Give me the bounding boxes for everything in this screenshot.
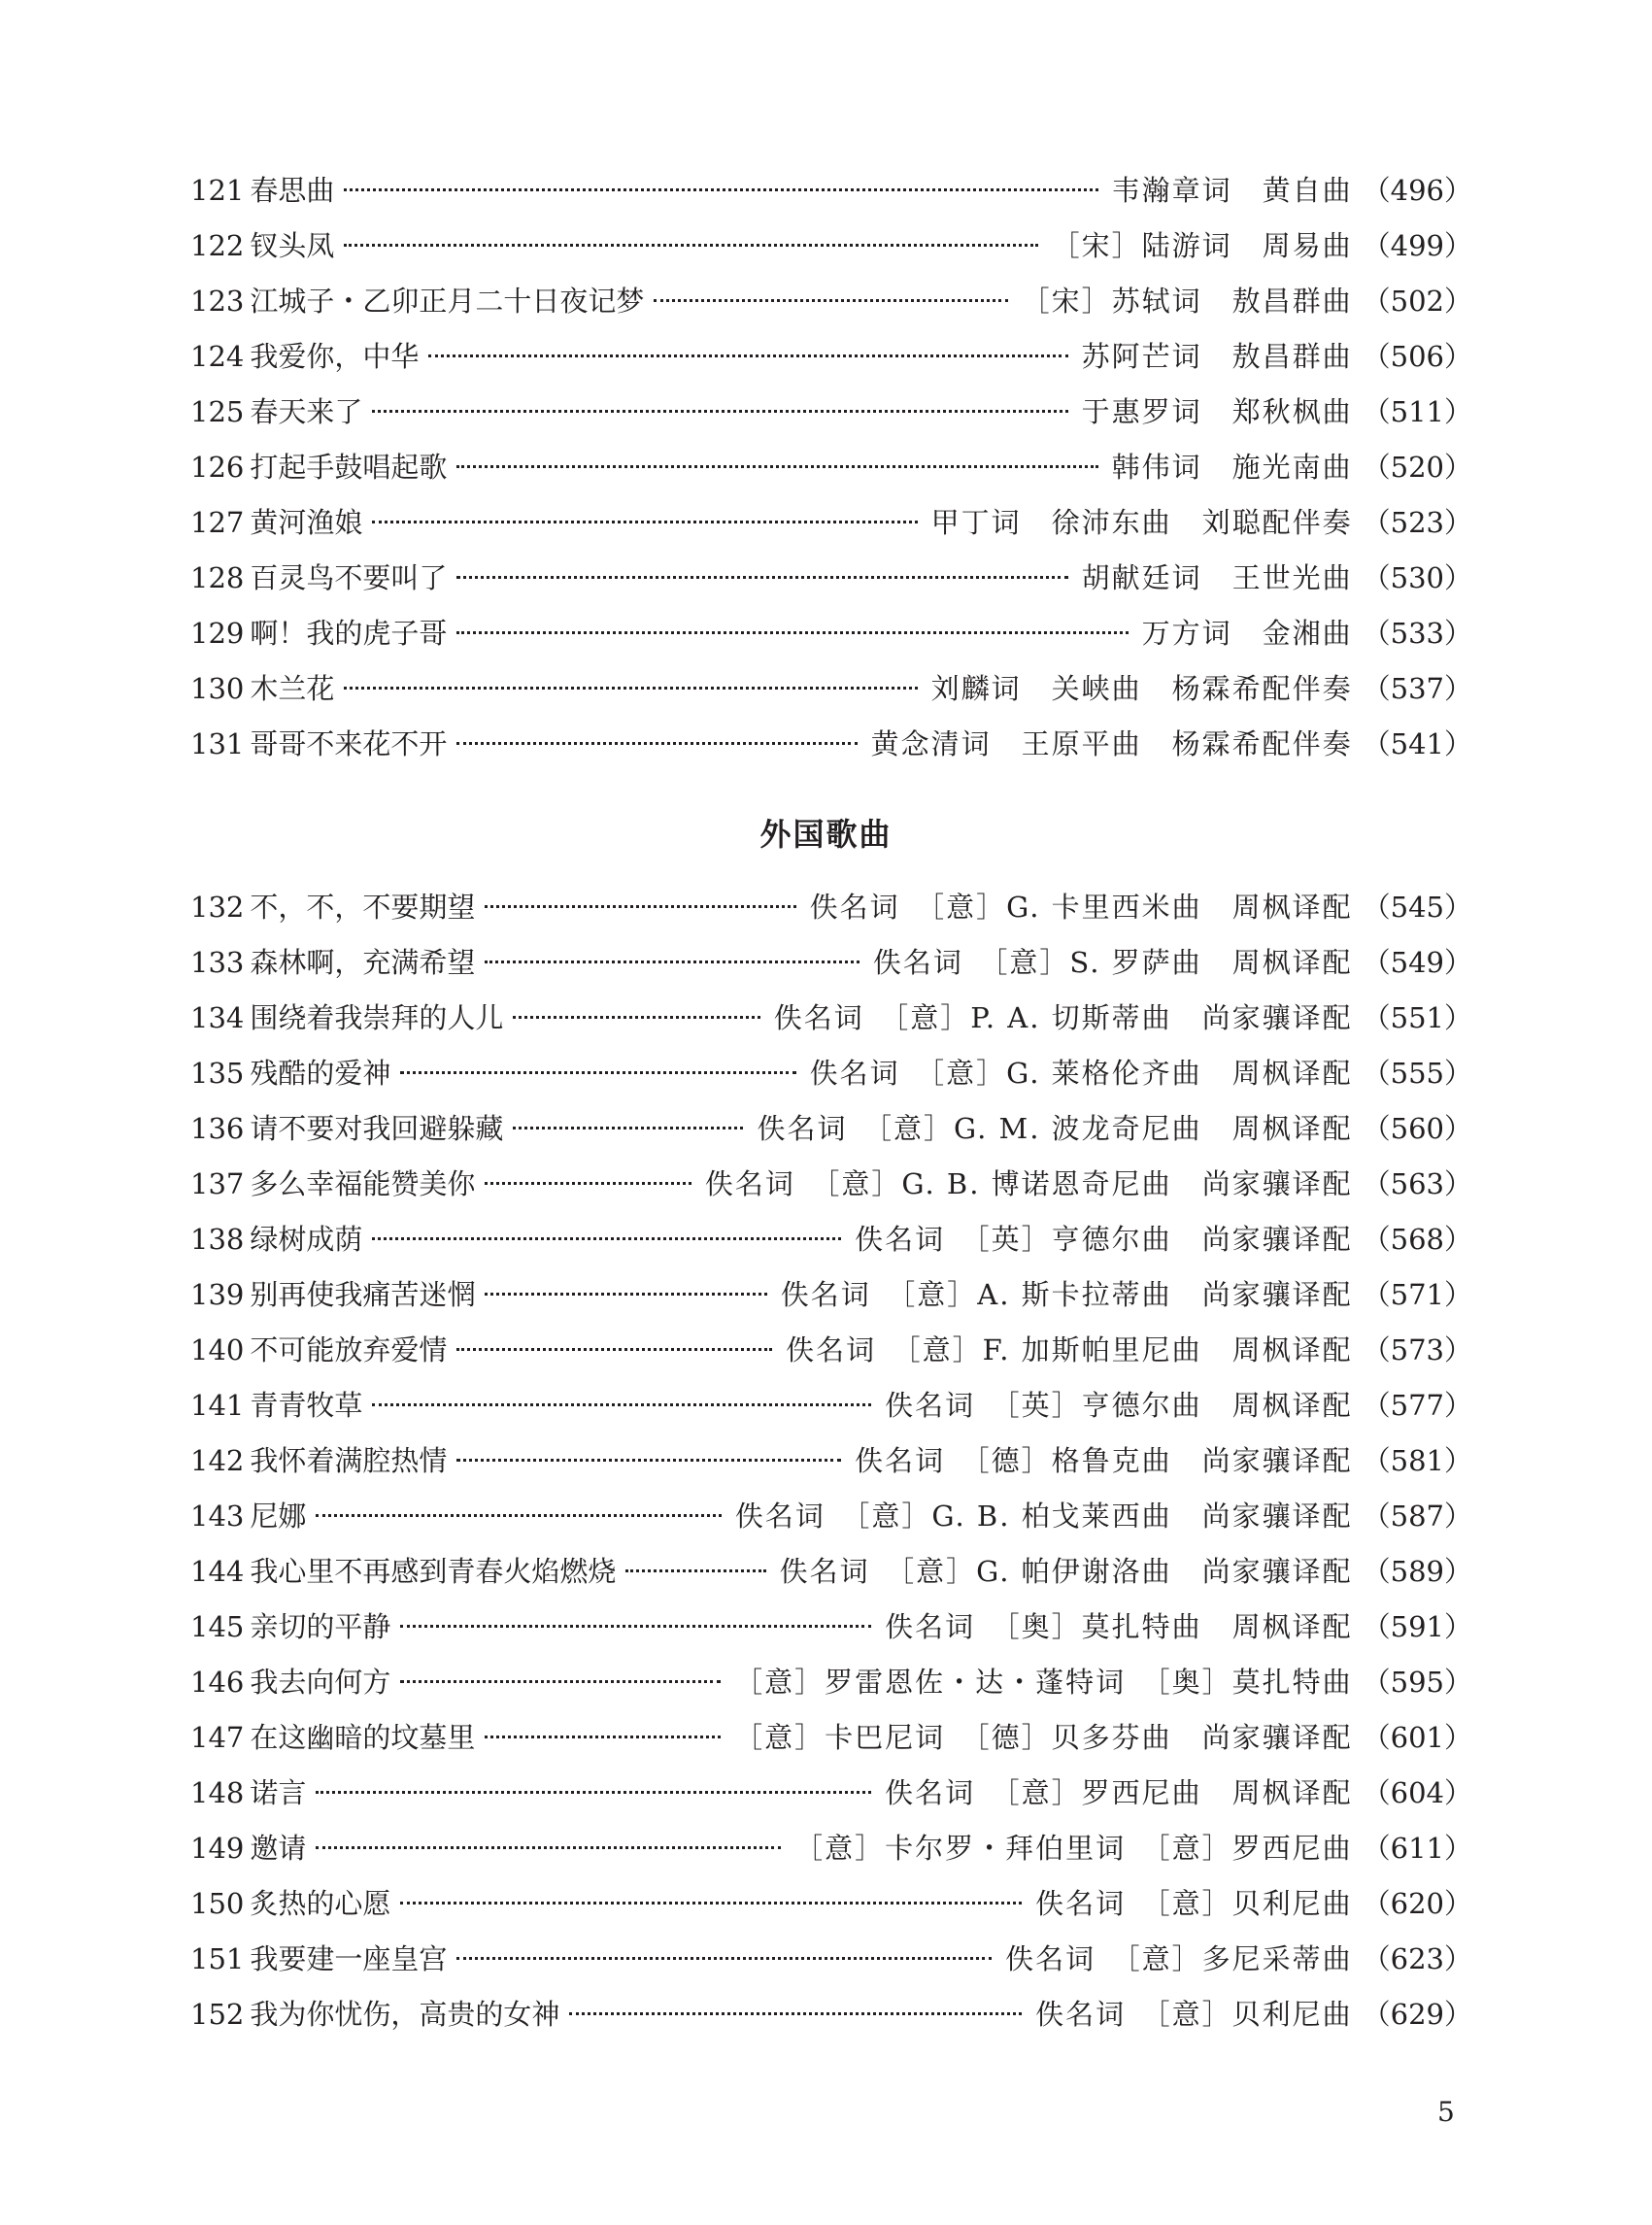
entry-title: 诺言 — [250, 1776, 307, 1809]
entry-page: （499） — [1362, 229, 1472, 262]
entry-page: （573） — [1362, 1333, 1472, 1366]
entry-credits: ［宋］陆游词 周易曲 — [1051, 229, 1353, 262]
entry-page: （587） — [1362, 1500, 1472, 1533]
dot-leader — [456, 631, 1128, 634]
entry-page: （611） — [1362, 1832, 1472, 1865]
toc-entry — [190, 1544, 1472, 1600]
toc-entry — [190, 880, 1472, 935]
toc-entry — [190, 1489, 1472, 1544]
entry-credits: ［意］卡巴尼词 ［德］贝多芬曲 尚家骧译配 — [734, 1721, 1353, 1754]
entry-credits: 佚名词 ［意］G. 卡里西米曲 周枫译配 — [809, 891, 1353, 924]
dot-leader — [456, 1957, 992, 1960]
entry-page: （571） — [1362, 1278, 1472, 1311]
entry-credits: 韦瀚章词 黄自曲 — [1111, 174, 1353, 207]
entry-credits: 韩伟词 施光南曲 — [1111, 451, 1353, 484]
entry-page: （496） — [1362, 174, 1472, 207]
entry-credits: 佚名词 ［意］G. M. 波龙奇尼曲 周枫译配 — [757, 1112, 1353, 1145]
entry-number: 124 — [190, 340, 245, 373]
entry-number: 128 — [190, 561, 245, 594]
toc-entry — [190, 1433, 1472, 1489]
entry-number: 135 — [190, 1057, 245, 1090]
toc-entry — [190, 1157, 1472, 1212]
toc-entry — [190, 274, 1472, 329]
entry-number: 139 — [190, 1278, 245, 1311]
entry-credits: 佚名词 ［意］贝利尼曲 — [1035, 1887, 1353, 1920]
entry-credits: 于惠罗词 郑秋枫曲 — [1081, 395, 1353, 428]
entry-page: （620） — [1362, 1887, 1472, 1920]
toc-entry — [190, 385, 1472, 440]
entry-number: 144 — [190, 1555, 245, 1588]
toc-entry — [190, 1101, 1472, 1157]
entry-page: （502） — [1362, 285, 1472, 318]
entry-credits: 佚名词 ［英］亨德尔曲 尚家骧译配 — [855, 1223, 1353, 1256]
entry-page: （530） — [1362, 561, 1472, 594]
toc-entry — [190, 991, 1472, 1046]
entry-credits: ［意］罗雷恩佐・达・蓬特词 ［奥］莫扎特曲 — [734, 1666, 1353, 1699]
entry-number: 151 — [190, 1942, 245, 1975]
entry-title: 打起手鼓唱起歌 — [250, 451, 448, 484]
entry-number: 126 — [190, 451, 245, 484]
entry-title: 我为你忧伤，高贵的女神 — [250, 1998, 560, 2031]
toc-entry — [190, 1876, 1472, 1932]
entry-credits: ［宋］苏轼词 敖昌群曲 — [1021, 285, 1353, 318]
toc-entry — [190, 1932, 1472, 1987]
toc-list-chinese-songs — [190, 163, 1472, 772]
toc-entry — [190, 717, 1472, 772]
entry-number: 140 — [190, 1333, 245, 1366]
dot-leader — [456, 465, 1097, 468]
entry-credits: 佚名词 ［意］G. 帕伊谢洛曲 尚家骧译配 — [779, 1555, 1353, 1588]
entry-page: （555） — [1362, 1057, 1472, 1090]
toc-entry — [190, 1600, 1472, 1655]
entry-number: 143 — [190, 1500, 245, 1533]
dot-leader — [456, 1348, 772, 1351]
entry-title: 绿树成荫 — [250, 1223, 363, 1256]
entry-page: （533） — [1362, 617, 1472, 650]
toc-entry — [190, 1655, 1472, 1710]
entry-credits: 佚名词 ［奥］莫扎特曲 周枫译配 — [885, 1610, 1353, 1643]
dot-leader — [400, 1902, 1022, 1905]
dot-leader — [456, 1459, 841, 1462]
entry-page: （549） — [1362, 946, 1472, 979]
dot-leader — [344, 188, 1097, 191]
entry-title: 百灵鸟不要叫了 — [250, 561, 448, 594]
dot-leader — [654, 299, 1007, 302]
entry-number: 131 — [190, 727, 245, 760]
entry-title: 别再使我痛苦迷惘 — [250, 1278, 476, 1311]
entry-credits: 佚名词 ［英］亨德尔曲 周枫译配 — [885, 1389, 1353, 1422]
entry-page: （560） — [1362, 1112, 1472, 1145]
entry-page: （541） — [1362, 727, 1472, 760]
dot-leader — [400, 1071, 795, 1074]
entry-title: 春天来了 — [250, 395, 363, 428]
entry-credits: ［意］卡尔罗・拜伯里词 ［意］罗西尼曲 — [794, 1832, 1353, 1865]
entry-page: （577） — [1362, 1389, 1472, 1422]
dot-leader — [485, 961, 859, 963]
entry-title: 残酷的爱神 — [250, 1057, 391, 1090]
entry-page: （595） — [1362, 1666, 1472, 1699]
entry-page: （589） — [1362, 1555, 1472, 1588]
toc-entry — [190, 1710, 1472, 1766]
toc-entry — [190, 1378, 1472, 1433]
dot-leader — [400, 1680, 721, 1683]
entry-credits: 佚名词 ［意］G. 莱格伦齐曲 周枫译配 — [809, 1057, 1353, 1090]
toc-entry — [190, 219, 1472, 274]
entry-credits: 刘麟词 关峡曲 杨霖希配伴奏 — [930, 672, 1353, 705]
toc-entry — [190, 1267, 1472, 1323]
entry-page: （545） — [1362, 891, 1472, 924]
dot-leader — [513, 1016, 759, 1019]
entry-credits: 佚名词 ［意］贝利尼曲 — [1035, 1998, 1353, 2031]
entry-title: 不可能放弃爱情 — [250, 1333, 448, 1366]
entry-number: 148 — [190, 1776, 245, 1809]
entry-title: 青青牧草 — [250, 1389, 363, 1422]
entry-number: 141 — [190, 1389, 245, 1422]
entry-number: 125 — [190, 395, 245, 428]
entry-page: （523） — [1362, 506, 1472, 539]
entry-title: 多么幸福能赞美你 — [250, 1167, 476, 1200]
entry-title: 我爱你，中华 — [250, 340, 420, 373]
entry-title: 哥哥不来花不开 — [250, 727, 448, 760]
dot-leader — [456, 576, 1067, 579]
entry-number: 129 — [190, 617, 245, 650]
entry-credits: 佚名词 ［德］格鲁克曲 尚家骧译配 — [855, 1444, 1353, 1477]
dot-leader — [485, 1182, 691, 1185]
entry-page: （581） — [1362, 1444, 1472, 1477]
entry-number: 150 — [190, 1887, 245, 1920]
dot-leader — [372, 1403, 871, 1406]
entry-credits: 佚名词 ［意］A. 斯卡拉蒂曲 尚家骧译配 — [780, 1278, 1353, 1311]
toc-entry — [190, 440, 1472, 495]
dot-leader — [485, 905, 795, 908]
toc-entry — [190, 1212, 1472, 1267]
toc-list-foreign-songs — [190, 880, 1472, 2042]
toc-entry — [190, 495, 1472, 551]
toc-entry — [190, 163, 1472, 219]
dot-leader — [372, 521, 917, 523]
entry-title: 在这幽暗的坟墓里 — [250, 1721, 476, 1754]
entry-page: （568） — [1362, 1223, 1472, 1256]
dot-leader — [372, 1237, 841, 1240]
entry-title: 木兰花 — [250, 672, 335, 705]
entry-number: 133 — [190, 946, 245, 979]
entry-title: 尼娜 — [250, 1500, 307, 1533]
entry-page: （604） — [1362, 1776, 1472, 1809]
entry-credits: 苏阿芒词 敖昌群曲 — [1081, 340, 1353, 373]
entry-credits: 甲丁词 徐沛东曲 刘聪配伴奏 — [930, 506, 1353, 539]
entry-page: （537） — [1362, 672, 1472, 705]
dot-leader — [485, 1736, 721, 1738]
entry-title: 炙热的心愿 — [250, 1887, 391, 1920]
toc-entry — [190, 1323, 1472, 1378]
dot-leader — [316, 1514, 721, 1517]
toc-entry — [190, 551, 1472, 606]
entry-title: 围绕着我崇拜的人儿 — [250, 1001, 504, 1034]
entry-number: 134 — [190, 1001, 245, 1034]
entry-number: 122 — [190, 229, 245, 262]
entry-title: 我要建一座皇宫 — [250, 1942, 448, 1975]
entry-number: 149 — [190, 1832, 245, 1865]
entry-number: 136 — [190, 1112, 245, 1145]
entry-title: 黄河渔娘 — [250, 506, 363, 539]
dot-leader — [316, 1791, 871, 1794]
entry-credits: 佚名词 ［意］多尼采蒂曲 — [1005, 1942, 1353, 1975]
dot-leader — [456, 742, 857, 745]
entry-number: 146 — [190, 1666, 245, 1699]
dot-leader — [428, 354, 1067, 357]
entry-number: 147 — [190, 1721, 245, 1754]
entry-credits: 佚名词 ［意］罗西尼曲 周枫译配 — [885, 1776, 1353, 1809]
entry-number: 138 — [190, 1223, 245, 1256]
entry-number: 127 — [190, 506, 245, 539]
entry-page: （506） — [1362, 340, 1472, 373]
entry-page: （629） — [1362, 1998, 1472, 2031]
entry-number: 137 — [190, 1167, 245, 1200]
dot-leader — [372, 410, 1067, 413]
entry-title: 森林啊，充满希望 — [250, 946, 476, 979]
entry-number: 123 — [190, 285, 245, 318]
dot-leader — [569, 2012, 1022, 2015]
dot-leader — [400, 1625, 871, 1628]
entry-title: 请不要对我回避躲藏 — [250, 1112, 504, 1145]
entry-credits: 佚名词 ［意］G. B. 柏戈莱西曲 尚家骧译配 — [734, 1500, 1353, 1533]
toc-entry — [190, 1046, 1472, 1101]
entry-number: 152 — [190, 1998, 245, 2031]
entry-number: 132 — [190, 891, 245, 924]
entry-credits: 黄念清词 王原平曲 杨霖希配伴奏 — [870, 727, 1353, 760]
dot-leader — [625, 1569, 765, 1572]
entry-title: 我怀着满腔热情 — [250, 1444, 448, 1477]
entry-number: 145 — [190, 1610, 245, 1643]
entry-page: （623） — [1362, 1942, 1472, 1975]
entry-credits: 佚名词 ［意］G. B. 博诺恩奇尼曲 尚家骧译配 — [704, 1167, 1353, 1200]
entry-title: 亲切的平静 — [250, 1610, 391, 1643]
entry-credits: 佚名词 ［意］P. A. 切斯蒂曲 尚家骧译配 — [773, 1001, 1353, 1034]
entry-page: （591） — [1362, 1610, 1472, 1643]
toc-entry — [190, 1766, 1472, 1821]
entry-title: 邀请 — [250, 1832, 307, 1865]
entry-page: （601） — [1362, 1721, 1472, 1754]
toc-entry — [190, 1821, 1472, 1876]
entry-credits: 佚名词 ［意］S. 罗萨曲 周枫译配 — [872, 946, 1353, 979]
entry-page: （511） — [1362, 395, 1472, 428]
section-heading-foreign-songs: 外国歌曲 — [759, 816, 893, 853]
entry-title: 江城子・乙卯正月二十日夜记梦 — [250, 285, 645, 318]
dot-leader — [485, 1293, 766, 1296]
entry-number: 121 — [190, 174, 245, 207]
dot-leader — [316, 1846, 781, 1849]
entry-page: （551） — [1362, 1001, 1472, 1034]
toc-entry — [190, 606, 1472, 661]
toc-entry — [190, 935, 1472, 991]
toc-entry — [190, 329, 1472, 385]
dot-leader — [513, 1127, 743, 1129]
entry-title: 不，不，不要期望 — [250, 891, 476, 924]
entry-number: 130 — [190, 672, 245, 705]
entry-title: 春思曲 — [250, 174, 335, 207]
entry-page: （520） — [1362, 451, 1472, 484]
dot-leader — [344, 244, 1037, 247]
page-number: 5 — [1437, 2096, 1455, 2128]
entry-credits: 万方词 金湘曲 — [1141, 617, 1353, 650]
dot-leader — [344, 687, 917, 690]
entry-title: 我去向何方 — [250, 1666, 391, 1699]
entry-title: 我心里不再感到青春火焰燃烧 — [250, 1555, 617, 1588]
entry-number: 142 — [190, 1444, 245, 1477]
toc-entry — [190, 661, 1472, 717]
toc-entry — [190, 1987, 1472, 2042]
entry-credits: 胡献廷词 王世光曲 — [1081, 561, 1353, 594]
entry-page: （563） — [1362, 1167, 1472, 1200]
entry-title: 啊！我的虎子哥 — [250, 617, 448, 650]
entry-title: 钗头凤 — [250, 229, 335, 262]
entry-credits: 佚名词 ［意］F. 加斯帕里尼曲 周枫译配 — [786, 1333, 1353, 1366]
